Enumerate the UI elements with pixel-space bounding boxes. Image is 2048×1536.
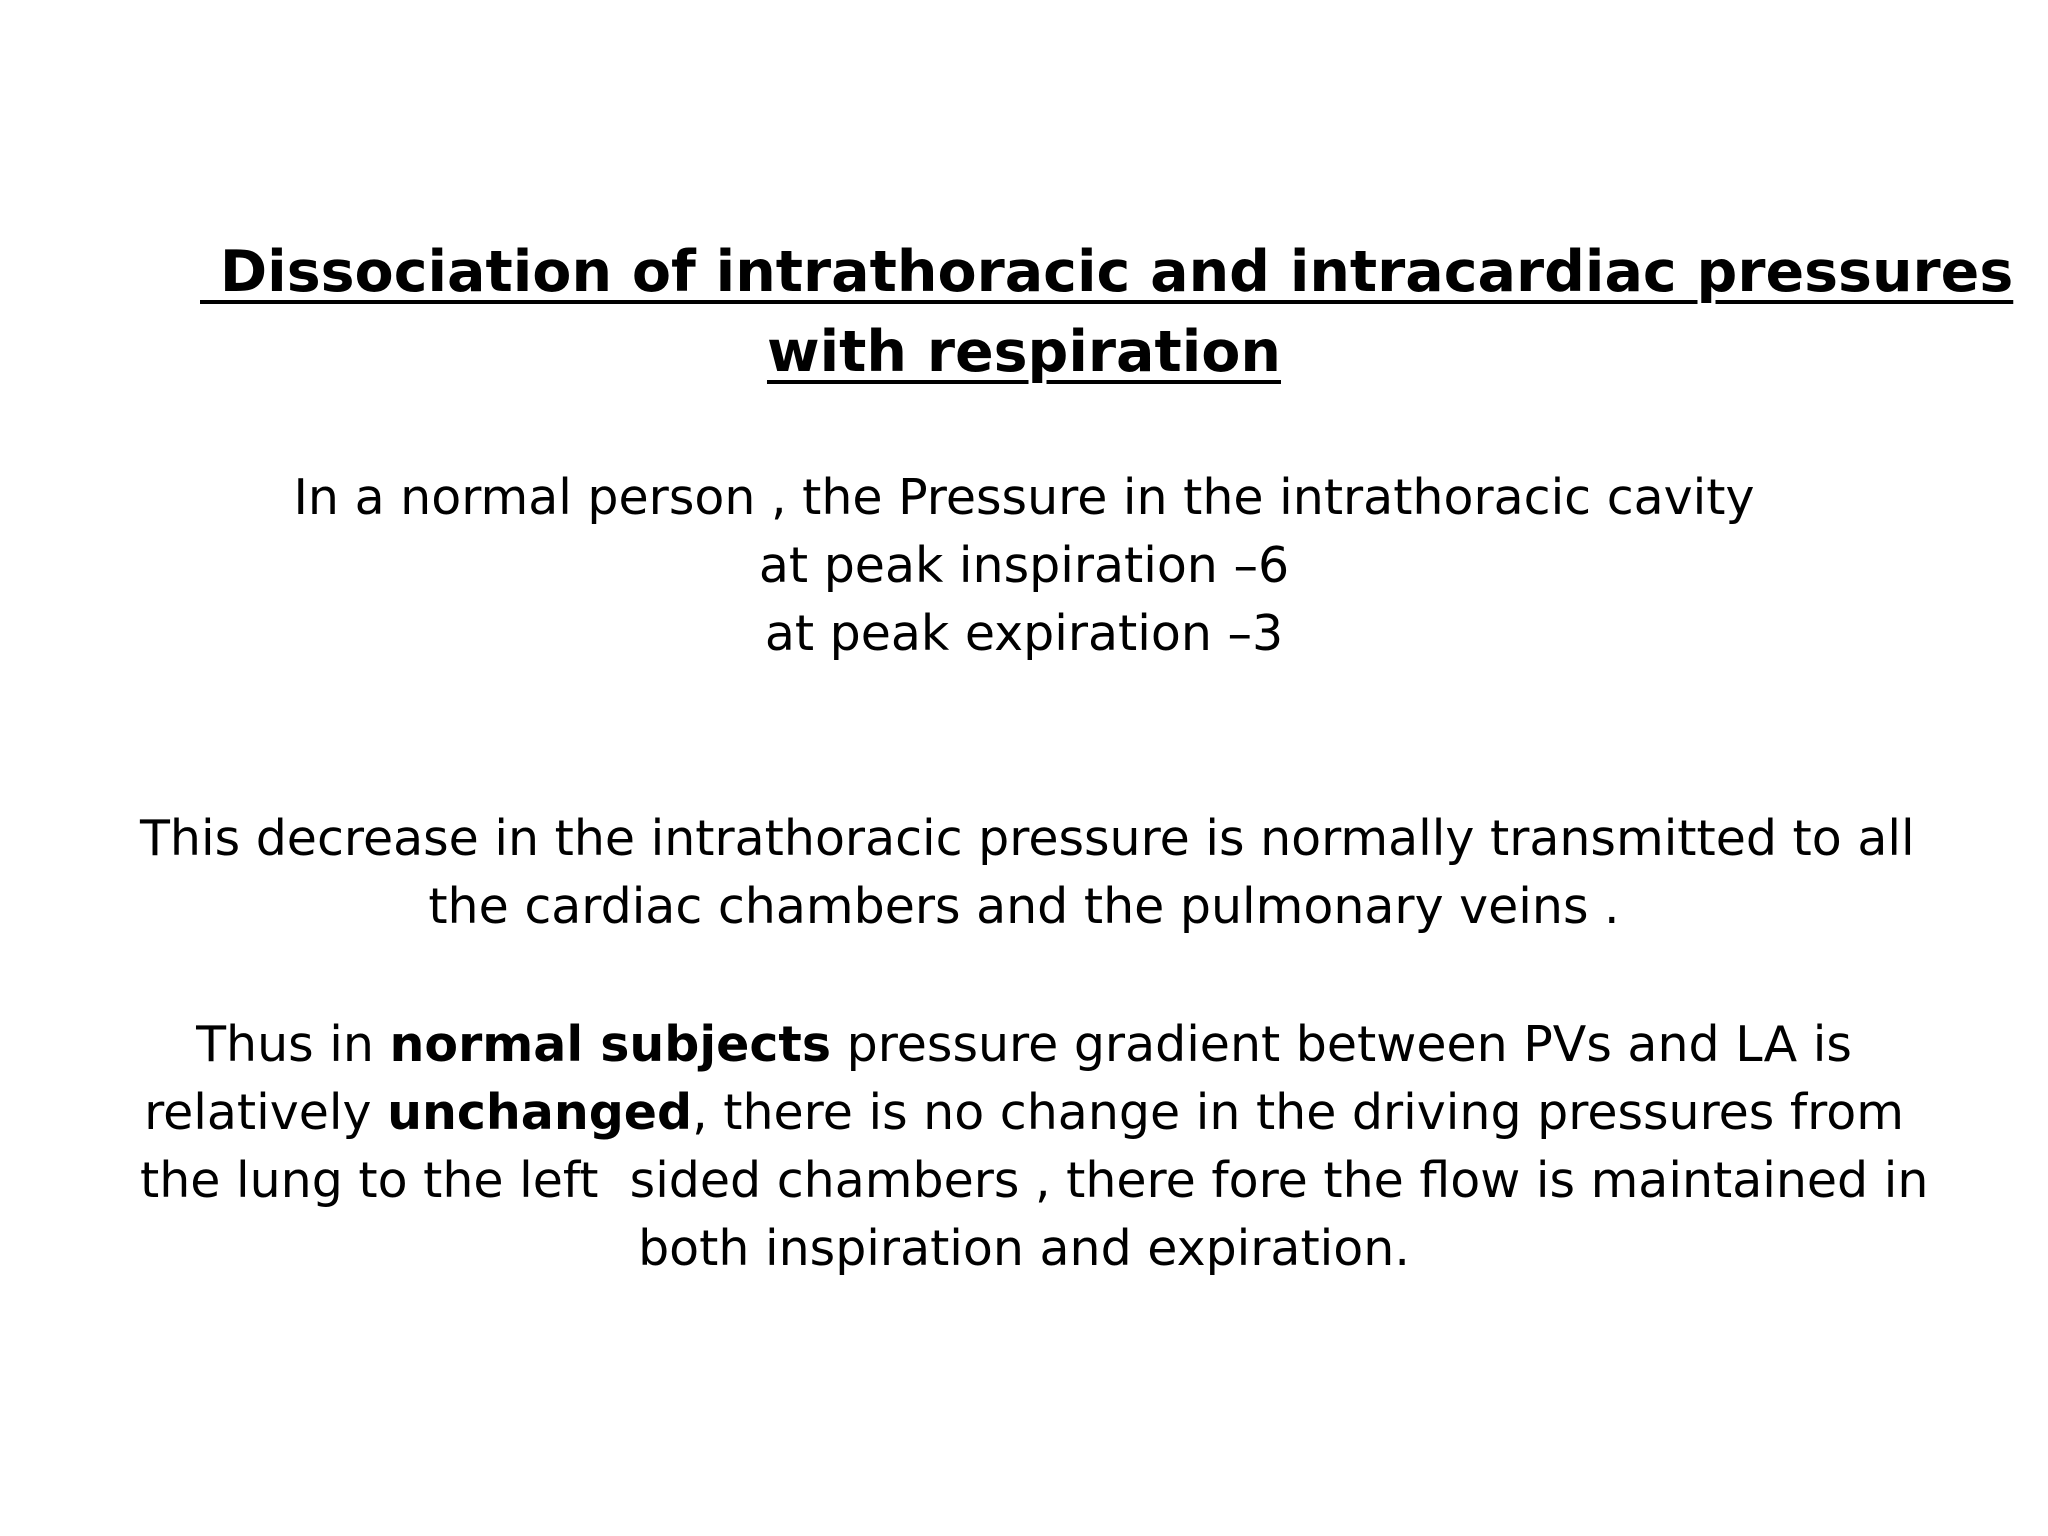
intro-line-3: at peak expiration –3 <box>764 605 1284 662</box>
slide-title-line-1: Dissociation of intrathoracic and intracardiac pressures <box>200 239 2014 305</box>
thus-line-1-pre: Thus in <box>196 1016 390 1073</box>
intro-paragraph <box>140 464 1908 668</box>
transmit-line-2: the cardiac chambers and the pulmonary veins . <box>428 878 1620 935</box>
thus-line-2-post: , there is no change in the driving pressures from <box>692 1084 1904 1141</box>
transmit-line-1: This decrease in the intrathoracic pressure is normally transmitted to all <box>140 810 1915 867</box>
thus-paragraph <box>140 1011 1929 1283</box>
slide-title <box>200 232 2014 392</box>
intro-line-1: In a normal person , the Pressure in the intrathoracic cavity <box>293 469 1755 526</box>
normal-subjects-emphasis: normal subjects <box>389 1016 832 1073</box>
unchanged-emphasis: unchanged <box>387 1084 693 1141</box>
thus-line-1-post: pressure gradient between PVs and LA is <box>831 1016 1852 1073</box>
thus-line-3: the lung to the left sided chambers , there fore the flow is maintained in <box>140 1152 1929 1209</box>
transmit-paragraph <box>140 805 1915 941</box>
thus-line-4: both inspiration and expiration. <box>638 1220 1410 1277</box>
thus-line-2-pre: relatively <box>144 1084 388 1141</box>
intro-line-2: at peak inspiration –6 <box>758 537 1290 594</box>
slide-title-line-2: with respiration <box>766 319 1281 385</box>
thus-line-1 <box>140 1011 1908 1079</box>
thus-line-2 <box>140 1079 1908 1147</box>
